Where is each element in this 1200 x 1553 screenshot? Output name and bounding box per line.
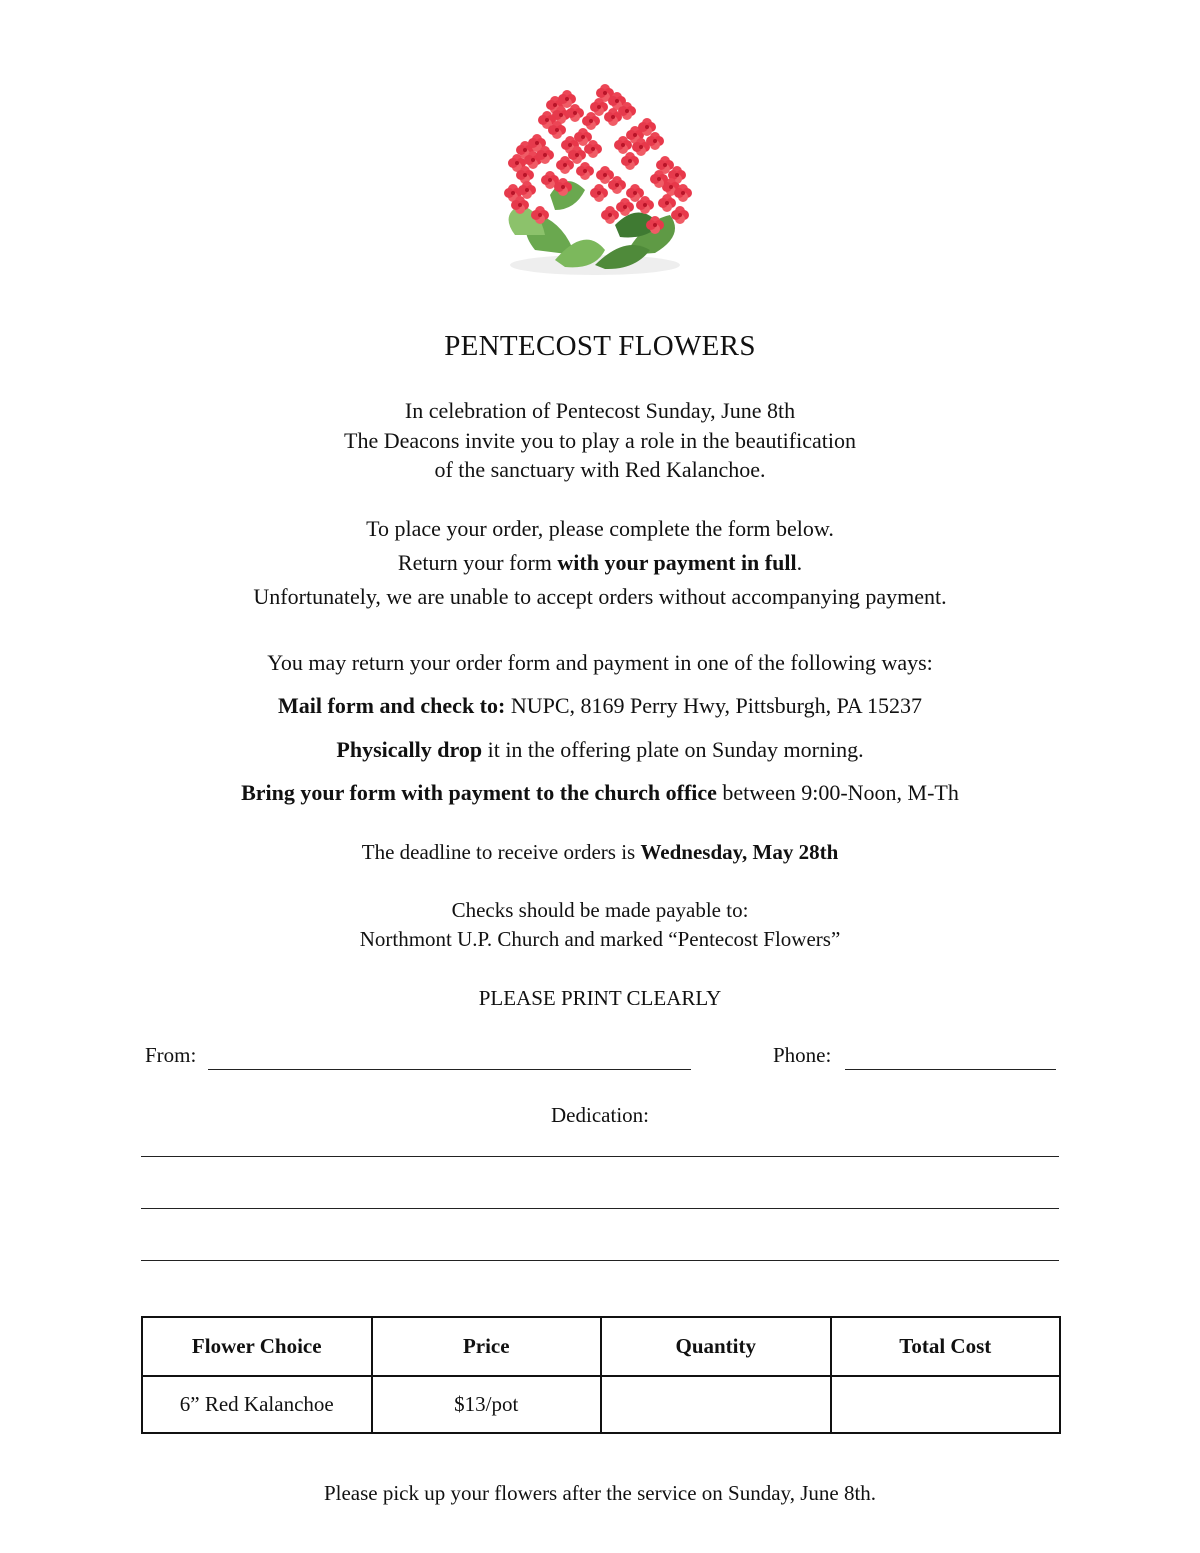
deadline-text: The deadline to receive orders is Wednesday, May 28th — [361, 840, 839, 864]
table-row — [142, 1376, 1060, 1433]
intro-line: The Deacons invite you to play a role in the beautification — [344, 427, 856, 453]
dedication-line-2[interactable] — [141, 1208, 1059, 1209]
page-title: PENTECOST FLOWERS — [444, 330, 756, 362]
return-option-office: Bring your form with payment to the church office between 9:00-Noon, M-Th — [241, 780, 959, 805]
cell-quantity[interactable] — [601, 1376, 831, 1433]
checks-payable — [0, 896, 1200, 954]
phone-field[interactable] — [845, 1069, 1056, 1070]
table-header-row — [142, 1317, 1060, 1376]
intro-line: In celebration of Pentecost Sunday, June 8th — [404, 398, 796, 423]
dedication-label: Dedication: — [551, 1103, 649, 1127]
header-price: Price — [372, 1317, 602, 1376]
dedication-line-1[interactable] — [141, 1156, 1059, 1157]
red-kalanchoe-illustration — [495, 75, 700, 280]
return-intro: You may return your order form and payment in one of the following ways: — [267, 650, 933, 675]
from-label: From: — [145, 1043, 197, 1067]
pickup-note: Please pick up your flowers after the service on Sunday, June 8th. — [323, 1481, 877, 1505]
phone-label: Phone: — [773, 1043, 832, 1067]
checks-line: Northmont U.P. Church and marked “Pentecost Flowers” — [359, 927, 841, 951]
order-table — [141, 1316, 1061, 1434]
from-field[interactable] — [208, 1069, 691, 1070]
cell-flower-choice: 6” Red Kalanchoe — [142, 1376, 372, 1433]
header-total-cost: Total Cost — [831, 1317, 1061, 1376]
header-quantity: Quantity — [601, 1317, 831, 1376]
intro-line: of the sanctuary with Red Kalanchoe. — [434, 457, 766, 482]
checks-line: Checks should be made payable to: — [451, 898, 749, 922]
intro-paragraph — [0, 396, 1200, 485]
order-instructions — [0, 514, 1200, 616]
order-line: To place your order, please complete the form below. — [366, 516, 834, 541]
header-flower-choice: Flower Choice — [142, 1317, 372, 1376]
order-line: Return your form with your payment in full. — [397, 550, 803, 575]
order-line: Unfortunately, we are unable to accept orders without accompanying payment. — [253, 584, 947, 609]
cell-total-cost[interactable] — [831, 1376, 1061, 1433]
dedication-line-3[interactable] — [141, 1260, 1059, 1261]
return-option-drop: Physically drop it in the offering plate on Sunday morning. — [336, 737, 864, 762]
return-option-mail: Mail form and check to: NUPC, 8169 Perry Hwy, Pittsburgh, PA 15237 — [278, 693, 922, 718]
print-clearly-note: PLEASE PRINT CLEARLY — [478, 986, 722, 1010]
cell-price: $13/pot — [372, 1376, 602, 1433]
